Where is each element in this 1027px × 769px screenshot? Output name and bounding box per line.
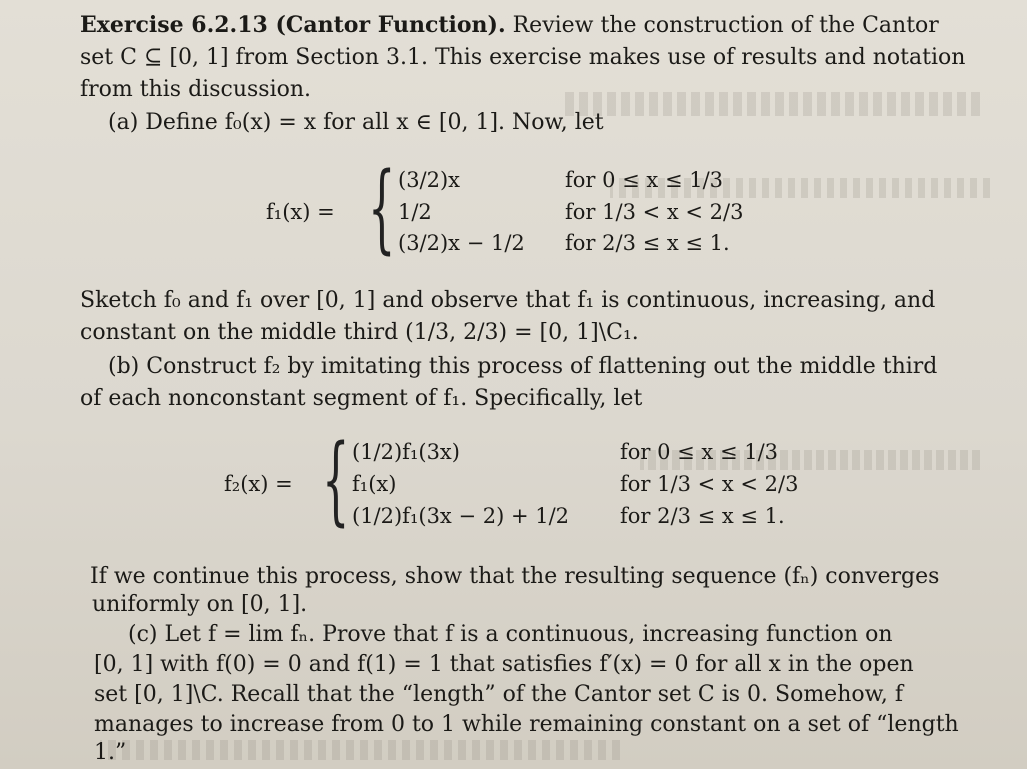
f2-lhs: f₂(x) =	[224, 472, 293, 496]
part-c-text: set [0, 1]\C. Recall that the “length” of the Cantor set C is 0. Somehow, f	[94, 682, 903, 707]
f2-brace: {	[322, 424, 350, 536]
part-c-text: 1.”	[94, 740, 127, 765]
f1-lhs: f₁(x) =	[266, 200, 335, 224]
part-a-intro: (a) Define f₀(x) = x for all x ∈ [0, 1]. Now, let	[108, 110, 604, 135]
exercise-intro-line: from this discussion.	[80, 77, 312, 102]
part-b-text: of each nonconstant segment of f₁. Specifically, let	[80, 386, 643, 411]
part-b-text: (b) Construct f₂ by imitating this process of flattening out the middle third	[108, 354, 938, 379]
f2-case-cond: for 0 ≤ x ≤ 1/3	[620, 440, 779, 464]
f1-case-expr: 1/2	[398, 200, 432, 224]
part-c-text: [0, 1] with f(0) = 0 and f(1) = 1 that satisfies f′(x) = 0 for all x in the open	[94, 652, 914, 677]
f1-case-cond: for 2/3 ≤ x ≤ 1.	[565, 231, 730, 255]
part-b-text: If we continue this process, show that the resulting sequence (fₙ) converges	[90, 564, 940, 589]
f2-case-cond: for 2/3 ≤ x ≤ 1.	[620, 504, 785, 528]
f1-brace: {	[368, 152, 396, 264]
f1-case-expr: (3/2)x	[398, 168, 461, 192]
part-b-text: uniformly on [0, 1].	[92, 592, 308, 617]
f1-case-expr: (3/2)x − 1/2	[398, 231, 525, 255]
f2-case-expr: (1/2)f₁(3x)	[352, 440, 460, 464]
f2-case-expr: f₁(x)	[352, 472, 397, 496]
part-c-text: manages to increase from 0 to 1 while remaining constant on a set of “length	[94, 712, 959, 737]
exercise-intro: Review the construction of the Cantor	[512, 13, 939, 38]
f2-case-cond: for 1/3 < x < 2/3	[620, 472, 799, 496]
part-a-text: Sketch f₀ and f₁ over [0, 1] and observe that f₁ is continuous, increasing, and	[80, 288, 936, 313]
f1-case-cond: for 1/3 < x < 2/3	[565, 200, 744, 224]
part-a-text: constant on the middle third (1/3, 2/3) = [0, 1]\C₁.	[80, 320, 639, 345]
exercise-heading: Exercise 6.2.13 (Cantor Function).	[80, 12, 506, 38]
bleed-through-texture	[100, 740, 620, 760]
exercise-heading-line	[80, 10, 939, 41]
exercise-intro-line: set C ⊆ [0, 1] from Section 3.1. This exercise makes use of results and notation	[80, 45, 966, 70]
f2-case-expr: (1/2)f₁(3x − 2) + 1/2	[352, 504, 570, 528]
bleed-through-texture	[560, 92, 980, 116]
part-c-text: (c) Let f = lim fₙ. Prove that f is a continuous, increasing function on	[128, 622, 893, 647]
f1-case-cond: for 0 ≤ x ≤ 1/3	[565, 168, 724, 192]
